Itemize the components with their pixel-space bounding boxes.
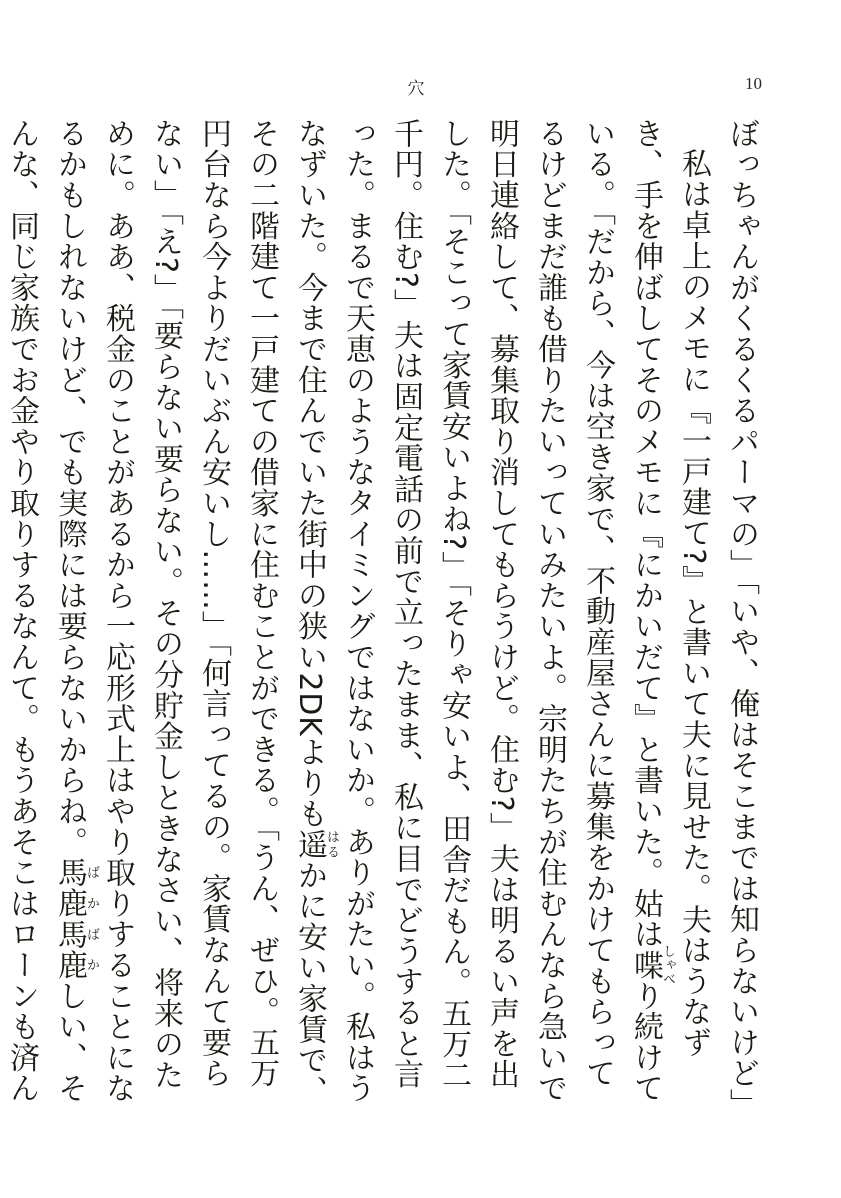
ruby-base: 馬鹿 <box>52 918 87 981</box>
ruby-word <box>52 918 99 981</box>
text-run: り続けている。「だから、今は空き家で、不動産屋さんに募集をかけてもらってるけどまだ誰も借りたいっていみたいよ。宗明たちが住むんなら急いで明日連絡して、募集取り消してもらうけど。住む?」夫は明るい声を出した。「そこって家賃安いよね?」「そりゃ安いよ、田舎だもん。五万二千円。住む?」夫は固定電話の前で立ったまま、私に目でどうすると言った。まるで天恵のようなタイミングではないか。ありがたい。私はうなずいた。今まで住んでいた街中の狭い2DKよりも <box>292 118 663 1104</box>
ruby-word <box>628 944 675 986</box>
running-head: 穴 <box>407 79 425 99</box>
text-run: かに安い家賃で、その二階建て一戸建ての借家に住むことができる。「うん、ぜひ。五万円台なら今よりだいぶん安いし……」「何言ってるの。家賃なんて要らない」「え?」「要らない要らない。その分貯金しときなさい、将来のために。ああ、税金のことがあるから一応形式上はやり取りすることになるかもしれないけど、でも実際には要らないからね。 <box>52 118 327 1107</box>
ruby-reading: はる <box>324 829 339 860</box>
text-run: しい、そんな、同じ家族でお金やり取りするなんて。もうあそこはローンも済ん <box>4 118 87 1104</box>
ruby-word <box>52 857 99 919</box>
paragraph <box>717 118 765 1118</box>
ruby-reading: ばか <box>84 857 99 919</box>
body-text <box>4 118 765 1120</box>
ruby-base: 馬鹿 <box>52 857 87 919</box>
ruby-reading: ばか <box>84 918 99 981</box>
ruby-word <box>292 829 339 860</box>
text-run: ぼっちゃんがくるくるパーマの」「いや、俺はそこまでは知らないけど」 <box>724 118 759 1120</box>
text-run: 私は卓上のメモに『一戸建て?』と書いて夫に見せた。夫はうなずき、手を伸ばしてそのメモに『にかいだて』と書いた。姑は <box>628 118 711 1058</box>
paragraph <box>0 118 717 1118</box>
ruby-reading: しゃべ <box>660 944 675 986</box>
page-number: 10 <box>745 74 762 93</box>
ruby-base: 喋 <box>628 944 663 986</box>
ruby-base: 遥 <box>292 829 327 860</box>
